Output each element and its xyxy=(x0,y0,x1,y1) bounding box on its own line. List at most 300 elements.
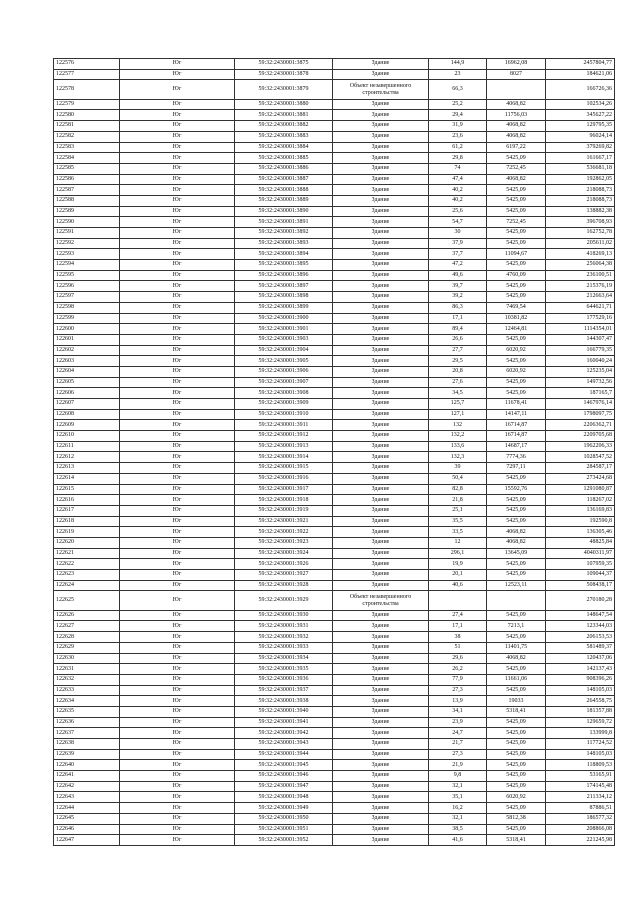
cell-cadastral: 59:32:2430001:3938 xyxy=(235,696,333,707)
cell-district: Юг xyxy=(120,717,235,728)
table-row xyxy=(54,174,615,185)
cell-rate: 5425,09 xyxy=(487,505,546,516)
table-row xyxy=(54,69,615,80)
cell-number: 122580 xyxy=(54,110,120,121)
cell-area: 77,9 xyxy=(429,674,487,685)
cell-cadastral: 59:32:2430001:3897 xyxy=(235,281,333,292)
cell-district: Юг xyxy=(120,441,235,452)
cell-district: Юг xyxy=(120,409,235,420)
cell-area: 25,6 xyxy=(429,206,487,217)
cell-number: 122640 xyxy=(54,760,120,771)
cell-object-type: Здание xyxy=(333,388,429,399)
cell-district: Юг xyxy=(120,642,235,653)
cell-cadastral: 59:32:2430001:3910 xyxy=(235,409,333,420)
cell-area: 38,5 xyxy=(429,824,487,835)
table-row xyxy=(54,281,615,292)
cell-number: 122590 xyxy=(54,217,120,228)
cell-value: 264558,75 xyxy=(546,696,615,707)
cell-number: 122611 xyxy=(54,441,120,452)
table-row xyxy=(54,706,615,717)
cell-rate: 5425,09 xyxy=(487,559,546,570)
cell-district: Юг xyxy=(120,674,235,685)
cell-rate: 15592,76 xyxy=(487,484,546,495)
cell-cadastral: 59:32:2430001:3924 xyxy=(235,548,333,559)
table-row xyxy=(54,696,615,707)
table-row xyxy=(54,739,615,750)
cell-rate: 5425,09 xyxy=(487,195,546,206)
cell-number: 122643 xyxy=(54,792,120,803)
cell-value: 118267,02 xyxy=(546,495,615,506)
cell-value: 133999,8 xyxy=(546,728,615,739)
cell-value: 192590,8 xyxy=(546,516,615,527)
cell-rate: 5812,38 xyxy=(487,813,546,824)
table-row xyxy=(54,548,615,559)
cell-area: 40,2 xyxy=(429,195,487,206)
cell-rate: 4068,82 xyxy=(487,537,546,548)
cell-district: Юг xyxy=(120,527,235,538)
table-row xyxy=(54,431,615,442)
table-row xyxy=(54,728,615,739)
cell-object-type: Здание xyxy=(333,559,429,570)
cell-district: Юг xyxy=(120,388,235,399)
table-row xyxy=(54,749,615,760)
cell-rate: 11756,03 xyxy=(487,110,546,121)
cell-value: 345627,22 xyxy=(546,110,615,121)
table-row xyxy=(54,260,615,271)
cell-object-type: Здание xyxy=(333,249,429,260)
cell-cadastral: 59:32:2430001:3894 xyxy=(235,249,333,260)
cell-number: 122603 xyxy=(54,356,120,367)
cell-cadastral: 59:32:2430001:3903 xyxy=(235,334,333,345)
cell-area: 50,4 xyxy=(429,473,487,484)
cell-object-type: Здание xyxy=(333,313,429,324)
table-row xyxy=(54,345,615,356)
cell-rate: 5425,09 xyxy=(487,632,546,643)
cell-cadastral: 59:32:2430001:3904 xyxy=(235,345,333,356)
cell-object-type: Здание xyxy=(333,420,429,431)
cell-rate: 5425,09 xyxy=(487,824,546,835)
cell-area: 29,8 xyxy=(429,153,487,164)
cell-number: 122608 xyxy=(54,409,120,420)
cell-rate: 5425,09 xyxy=(487,388,546,399)
cell-object-type: Здание xyxy=(333,771,429,782)
cell-number: 122636 xyxy=(54,717,120,728)
cell-value: 138882,38 xyxy=(546,206,615,217)
table-row xyxy=(54,835,615,846)
table-row xyxy=(54,803,615,814)
cell-number: 122634 xyxy=(54,696,120,707)
cell-district: Юг xyxy=(120,548,235,559)
cell-area: 25,1 xyxy=(429,505,487,516)
cell-area: 23,9 xyxy=(429,717,487,728)
cell-object-type: Здание xyxy=(333,356,429,367)
cell-district: Юг xyxy=(120,99,235,110)
cell-value: 284587,17 xyxy=(546,463,615,474)
cell-object-type: Здание xyxy=(333,142,429,153)
cell-value: 148105,03 xyxy=(546,685,615,696)
cell-cadastral: 59:32:2430001:3934 xyxy=(235,653,333,664)
cell-object-type: Здание xyxy=(333,685,429,696)
table-row xyxy=(54,760,615,771)
cell-area: 47,2 xyxy=(429,260,487,271)
cell-district: Юг xyxy=(120,580,235,591)
cell-object-type: Здание xyxy=(333,441,429,452)
cell-rate: 4760,09 xyxy=(487,270,546,281)
cell-district: Юг xyxy=(120,706,235,717)
cell-object-type: Здание xyxy=(333,739,429,750)
cell-area: 35,1 xyxy=(429,792,487,803)
cell-object-type: Здание xyxy=(333,610,429,621)
cell-cadastral: 59:32:2430001:3895 xyxy=(235,260,333,271)
cell-rate: 5425,09 xyxy=(487,728,546,739)
table-row xyxy=(54,441,615,452)
cell-cadastral: 59:32:2430001:3946 xyxy=(235,771,333,782)
cell-number: 122578 xyxy=(54,80,120,99)
table-row xyxy=(54,792,615,803)
cell-district: Юг xyxy=(120,281,235,292)
cell-number: 122613 xyxy=(54,463,120,474)
cell-object-type: Здание xyxy=(333,621,429,632)
cell-area: 33,5 xyxy=(429,527,487,538)
cell-object-type: Здание xyxy=(333,835,429,846)
cell-rate: 16962,08 xyxy=(487,59,546,70)
cell-number: 122576 xyxy=(54,59,120,70)
cell-cadastral: 59:32:2430001:3885 xyxy=(235,153,333,164)
cell-district: Юг xyxy=(120,495,235,506)
cell-rate: 5318,41 xyxy=(487,835,546,846)
cell-district: Юг xyxy=(120,824,235,835)
cell-value: 96024,14 xyxy=(546,131,615,142)
cell-cadastral: 59:32:2430001:3892 xyxy=(235,228,333,239)
cell-value: 581489,37 xyxy=(546,642,615,653)
cell-value: 161667,17 xyxy=(546,153,615,164)
table-row xyxy=(54,270,615,281)
cell-rate: 6020,92 xyxy=(487,792,546,803)
cell-value: 1291080,87 xyxy=(546,484,615,495)
table-row xyxy=(54,142,615,153)
cell-number: 122589 xyxy=(54,206,120,217)
cell-area: 23,6 xyxy=(429,131,487,142)
cell-object-type: Здание xyxy=(333,217,429,228)
cell-cadastral: 59:32:2430001:3882 xyxy=(235,121,333,132)
cell-value: 53165,91 xyxy=(546,771,615,782)
cell-number: 122593 xyxy=(54,249,120,260)
cell-object-type: Здание xyxy=(333,409,429,420)
cell-rate: 11661,06 xyxy=(487,674,546,685)
cell-object-type: Здание xyxy=(333,377,429,388)
table-row xyxy=(54,217,615,228)
cell-cadastral: 59:32:2430001:3943 xyxy=(235,739,333,750)
cell-area: 26,6 xyxy=(429,334,487,345)
cell-number: 122602 xyxy=(54,345,120,356)
cell-area: 21,7 xyxy=(429,739,487,750)
cell-number: 122644 xyxy=(54,803,120,814)
cell-area: 21,9 xyxy=(429,760,487,771)
cell-rate: 5425,09 xyxy=(487,771,546,782)
cell-value: 123344,03 xyxy=(546,621,615,632)
cell-cadastral: 59:32:2430001:3929 xyxy=(235,591,333,610)
cell-value: 221245,98 xyxy=(546,835,615,846)
table-body xyxy=(54,59,615,846)
cell-cadastral: 59:32:2430001:3907 xyxy=(235,377,333,388)
cell-number: 122639 xyxy=(54,749,120,760)
cell-cadastral: 59:32:2430001:3908 xyxy=(235,388,333,399)
cell-cadastral: 59:32:2430001:3900 xyxy=(235,313,333,324)
cell-area: 27,3 xyxy=(429,749,487,760)
cell-area: 74 xyxy=(429,163,487,174)
cell-number: 122625 xyxy=(54,591,120,610)
cell-number: 122629 xyxy=(54,642,120,653)
cell-value: 142137,43 xyxy=(546,664,615,675)
cell-value: 148105,03 xyxy=(546,749,615,760)
cell-rate: 5425,09 xyxy=(487,664,546,675)
cell-district: Юг xyxy=(120,591,235,610)
cell-area: 40,2 xyxy=(429,185,487,196)
cell-area: 39 xyxy=(429,463,487,474)
cell-object-type: Здание xyxy=(333,399,429,410)
cell-district: Юг xyxy=(120,570,235,581)
cell-number: 122599 xyxy=(54,313,120,324)
table-row xyxy=(54,473,615,484)
cell-area: 34,1 xyxy=(429,706,487,717)
table-row xyxy=(54,420,615,431)
cell-rate: 5425,09 xyxy=(487,377,546,388)
cell-number: 122641 xyxy=(54,771,120,782)
cell-rate: 5425,09 xyxy=(487,206,546,217)
table-row xyxy=(54,377,615,388)
table-row xyxy=(54,249,615,260)
cell-value: 236100,51 xyxy=(546,270,615,281)
cell-district: Юг xyxy=(120,163,235,174)
cell-rate: 5425,09 xyxy=(487,610,546,621)
cell-rate: 5425,09 xyxy=(487,749,546,760)
cell-object-type: Здание xyxy=(333,664,429,675)
cell-value: 1467976,14 xyxy=(546,399,615,410)
cell-rate: 6020,92 xyxy=(487,345,546,356)
cell-cadastral: 59:32:2430001:3901 xyxy=(235,324,333,335)
cell-value: 117724,52 xyxy=(546,739,615,750)
cell-district: Юг xyxy=(120,345,235,356)
cell-rate: 7297,11 xyxy=(487,463,546,474)
cell-cadastral: 59:32:2430001:3913 xyxy=(235,441,333,452)
cell-cadastral: 59:32:2430001:3896 xyxy=(235,270,333,281)
table-row xyxy=(54,195,615,206)
cell-cadastral: 59:32:2430001:3881 xyxy=(235,110,333,121)
cell-value: 177529,16 xyxy=(546,313,615,324)
cell-rate: 7252,45 xyxy=(487,163,546,174)
cell-object-type: Здание xyxy=(333,505,429,516)
cell-value: 206153,53 xyxy=(546,632,615,643)
cell-area: 89,4 xyxy=(429,324,487,335)
cell-value: 908396,26 xyxy=(546,674,615,685)
cell-value: 4040311,97 xyxy=(546,548,615,559)
cell-cadastral: 59:32:2430001:3949 xyxy=(235,803,333,814)
cell-value: 87886,51 xyxy=(546,803,615,814)
cell-number: 122637 xyxy=(54,728,120,739)
cell-object-type: Здание xyxy=(333,463,429,474)
cell-value: 129659,72 xyxy=(546,717,615,728)
cell-value: 2206362,71 xyxy=(546,420,615,431)
cell-rate: 13645,09 xyxy=(487,548,546,559)
cell-area: 27,6 xyxy=(429,377,487,388)
cell-area: 37,7 xyxy=(429,249,487,260)
cell-district: Юг xyxy=(120,59,235,70)
cell-number: 122596 xyxy=(54,281,120,292)
cell-rate: 12523,11 xyxy=(487,580,546,591)
cell-object-type: Здание xyxy=(333,121,429,132)
cell-district: Юг xyxy=(120,195,235,206)
cell-area: 32,1 xyxy=(429,781,487,792)
cell-district: Юг xyxy=(120,813,235,824)
cell-cadastral: 59:32:2430001:3936 xyxy=(235,674,333,685)
cell-rate: 4068,82 xyxy=(487,131,546,142)
cell-value: 109044,37 xyxy=(546,570,615,581)
table-row xyxy=(54,610,615,621)
cell-district: Юг xyxy=(120,696,235,707)
table-row xyxy=(54,452,615,463)
cell-number: 122628 xyxy=(54,632,120,643)
cell-rate: 11401,75 xyxy=(487,642,546,653)
cell-district: Юг xyxy=(120,653,235,664)
cell-value: 2457804,77 xyxy=(546,59,615,70)
cell-object-type: Здание xyxy=(333,537,429,548)
cell-district: Юг xyxy=(120,749,235,760)
cell-rate: 8027 xyxy=(487,69,546,80)
cell-rate: 5425,09 xyxy=(487,185,546,196)
table-row xyxy=(54,771,615,782)
cell-number: 122605 xyxy=(54,377,120,388)
cell-area: 21,8 xyxy=(429,495,487,506)
cell-object-type: Здание xyxy=(333,632,429,643)
cell-area: 20,8 xyxy=(429,366,487,377)
cell-cadastral: 59:32:2430001:3921 xyxy=(235,516,333,527)
cell-rate: 14687,17 xyxy=(487,441,546,452)
cell-district: Юг xyxy=(120,260,235,271)
cell-cadastral: 59:32:2430001:3917 xyxy=(235,484,333,495)
cell-value: 144307,47 xyxy=(546,334,615,345)
cell-cadastral: 59:32:2430001:3930 xyxy=(235,610,333,621)
cell-number: 122624 xyxy=(54,580,120,591)
cell-object-type: Здание xyxy=(333,781,429,792)
cell-district: Юг xyxy=(120,302,235,313)
cell-cadastral: 59:32:2430001:3931 xyxy=(235,621,333,632)
cell-cadastral: 59:32:2430001:3948 xyxy=(235,792,333,803)
table-row xyxy=(54,484,615,495)
cell-district: Юг xyxy=(120,174,235,185)
cell-object-type: Здание xyxy=(333,131,429,142)
cell-district: Юг xyxy=(120,484,235,495)
cell-district: Юг xyxy=(120,69,235,80)
cell-district: Юг xyxy=(120,356,235,367)
table-row xyxy=(54,163,615,174)
table-row xyxy=(54,632,615,643)
data-table xyxy=(53,58,615,846)
cell-value: 1798097,75 xyxy=(546,409,615,420)
cell-area: 17,1 xyxy=(429,313,487,324)
cell-cadastral: 59:32:2430001:3898 xyxy=(235,292,333,303)
cell-district: Юг xyxy=(120,185,235,196)
cell-cadastral: 59:32:2430001:3879 xyxy=(235,80,333,99)
cell-cadastral: 59:32:2430001:3893 xyxy=(235,238,333,249)
cell-district: Юг xyxy=(120,313,235,324)
cell-value: 418269,13 xyxy=(546,249,615,260)
cell-area: 40,6 xyxy=(429,580,487,591)
cell-number: 122581 xyxy=(54,121,120,132)
cell-area xyxy=(429,591,487,610)
cell-object-type: Здание xyxy=(333,642,429,653)
cell-area: 296,1 xyxy=(429,548,487,559)
cell-value: 118809,53 xyxy=(546,760,615,771)
cell-object-type: Здание xyxy=(333,717,429,728)
cell-number: 122623 xyxy=(54,570,120,581)
cell-number: 122597 xyxy=(54,292,120,303)
cell-rate xyxy=(487,591,546,610)
cell-number: 122627 xyxy=(54,621,120,632)
cell-district: Юг xyxy=(120,739,235,750)
cell-cadastral: 59:32:2430001:3947 xyxy=(235,781,333,792)
cell-area: 47,4 xyxy=(429,174,487,185)
cell-number: 122607 xyxy=(54,399,120,410)
cell-number: 122587 xyxy=(54,185,120,196)
table-row xyxy=(54,505,615,516)
cell-district: Юг xyxy=(120,366,235,377)
cell-object-type: Здание xyxy=(333,99,429,110)
cell-number: 122616 xyxy=(54,495,120,506)
cell-cadastral: 59:32:2430001:3886 xyxy=(235,163,333,174)
cell-rate: 5425,09 xyxy=(487,685,546,696)
cell-rate: 5425,09 xyxy=(487,334,546,345)
cell-rate: 16714,87 xyxy=(487,431,546,442)
cell-rate: 5425,09 xyxy=(487,781,546,792)
cell-district: Юг xyxy=(120,664,235,675)
cell-district: Юг xyxy=(120,420,235,431)
cell-value: 148647,54 xyxy=(546,610,615,621)
cell-district: Юг xyxy=(120,80,235,99)
cell-number: 122632 xyxy=(54,674,120,685)
cell-rate: 5425,09 xyxy=(487,570,546,581)
table-row xyxy=(54,642,615,653)
cell-area: 30 xyxy=(429,228,487,239)
cell-cadastral: 59:32:2430001:3878 xyxy=(235,69,333,80)
cell-district: Юг xyxy=(120,153,235,164)
cell-cadastral: 59:32:2430001:3912 xyxy=(235,431,333,442)
cell-rate: 7252,45 xyxy=(487,217,546,228)
cell-rate: 11094,67 xyxy=(487,249,546,260)
cell-area: 27,4 xyxy=(429,610,487,621)
cell-district: Юг xyxy=(120,505,235,516)
cell-number: 122577 xyxy=(54,69,120,80)
cell-area: 32,1 xyxy=(429,813,487,824)
table-row xyxy=(54,153,615,164)
cell-object-type: Здание xyxy=(333,674,429,685)
cell-value: 2209705,68 xyxy=(546,431,615,442)
cell-district: Юг xyxy=(120,632,235,643)
cell-value: 396708,93 xyxy=(546,217,615,228)
cell-value: 273424,68 xyxy=(546,473,615,484)
cell-value: 186577,32 xyxy=(546,813,615,824)
cell-object-type: Здание xyxy=(333,59,429,70)
cell-number: 122604 xyxy=(54,366,120,377)
table-row xyxy=(54,324,615,335)
cell-rate: 6197,22 xyxy=(487,142,546,153)
table-row xyxy=(54,653,615,664)
cell-cadastral: 59:32:2430001:3926 xyxy=(235,559,333,570)
cell-district: Юг xyxy=(120,121,235,132)
cell-district: Юг xyxy=(120,238,235,249)
table-row xyxy=(54,388,615,399)
cell-object-type: Здание xyxy=(333,174,429,185)
cell-value: 205611,02 xyxy=(546,238,615,249)
